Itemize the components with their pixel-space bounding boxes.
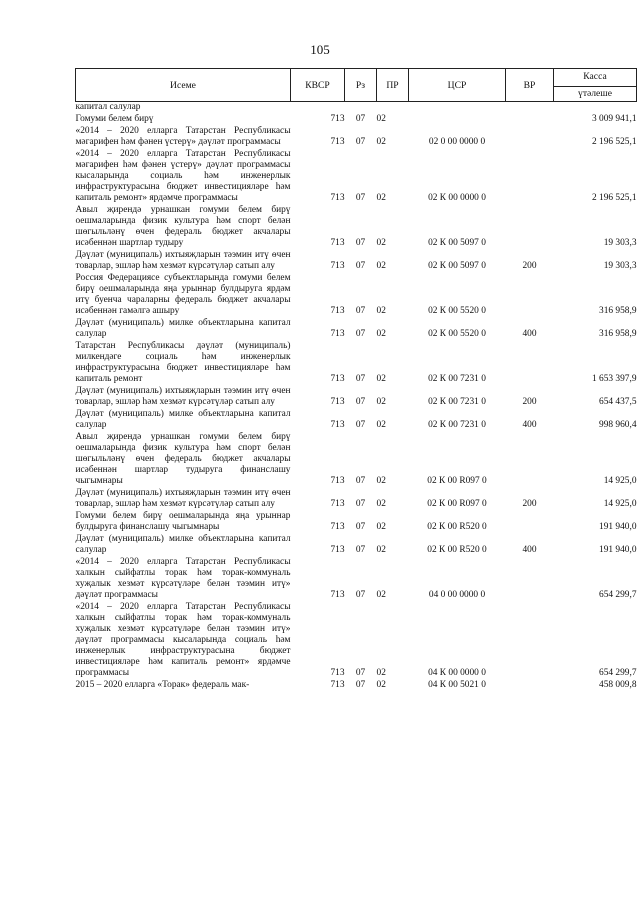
cell-csr: 02 К 00 R097 0 — [427, 476, 487, 486]
cell-amount: 654 437,5 — [599, 397, 637, 407]
cell-kvsr: 713 — [330, 137, 345, 147]
cell-kvsr: 713 — [330, 522, 345, 532]
cell-name: капитал салулар — [75, 102, 141, 112]
cell-rz: 07 — [355, 397, 366, 407]
header-pr: ПР — [377, 69, 409, 102]
cell-amount: 14 925,0 — [603, 476, 637, 486]
cell-pr: 02 — [376, 420, 386, 430]
cell-amount: 316 958,9 — [599, 306, 637, 316]
cell-kvsr: 713 — [330, 261, 345, 271]
cell-kvsr — [291, 102, 345, 115]
cell-rz: 07 — [355, 545, 366, 555]
cell-amount: 14 925,0 — [603, 499, 637, 509]
cell-vr — [506, 432, 554, 488]
cell-rz: 07 — [355, 522, 366, 532]
cell-pr: 02 — [376, 261, 386, 271]
cell-name: Дәүләт (муниципаль) ихтыяҗларын тәэмин итү өчен товарлар, эшләр һәм хезмәт күрсәтүләр сатып алу — [75, 488, 291, 509]
cell-kvsr: 713 — [330, 329, 345, 339]
header-name: Исеме — [76, 69, 291, 102]
cell-pr: 02 — [376, 476, 386, 486]
cell-rz: 07 — [355, 668, 366, 678]
cell-rz: 07 — [355, 193, 366, 203]
cell-kvsr: 713 — [330, 590, 345, 600]
cell-vr: 400 — [522, 420, 537, 430]
table-row — [76, 102, 637, 115]
cell-kvsr: 713 — [330, 668, 345, 678]
cell-csr: 02 К 00 7231 0 — [428, 420, 486, 430]
cell-vr: 400 — [522, 329, 537, 339]
cell-pr: 02 — [376, 397, 386, 407]
table-row — [76, 273, 637, 318]
cell-rz — [345, 102, 377, 115]
cell-pr: 02 — [376, 590, 386, 600]
header-csr: ЦСР — [409, 69, 506, 102]
cell-amount: 654 299,7 — [599, 668, 637, 678]
cell-rz: 07 — [355, 590, 366, 600]
cell-kvsr: 713 — [330, 476, 345, 486]
budget-table — [75, 68, 637, 692]
cell-kvsr: 713 — [330, 238, 345, 248]
header-vr: ВР — [506, 69, 554, 102]
cell-amount: 19 303,3 — [603, 261, 637, 271]
cell-csr: 02 0 00 0000 0 — [428, 137, 486, 147]
cell-vr: 400 — [522, 545, 537, 555]
table-row — [76, 432, 637, 488]
cell-name: Авыл җирендә урнашкан гомуми белем бирү оешмаларында физик культура һәм спорт белән шөгыльләнү өчен федераль бюджет акчалары исәбеннән шартлар тудыруга финанслашу чыгымнары — [75, 432, 291, 486]
cell-name: Россия Федерациясе субъектларында гомуми белем бирү оешмаларында яңа урыннар булдыруга ярдәм итү буенча чараларны федераль бюджет акчалары исәбеннән гамәлгә ашыру — [75, 273, 291, 316]
cell-csr: 04 0 00 0000 0 — [428, 590, 486, 600]
cell-vr — [506, 273, 554, 318]
cell-pr: 02 — [376, 114, 386, 124]
cell-csr: 02 К 00 0000 0 — [428, 193, 486, 203]
cell-vr — [506, 680, 554, 692]
cell-amount: 458 009,8 — [599, 680, 637, 690]
cell-kvsr: 713 — [330, 397, 345, 407]
header-rz: Рз — [345, 69, 377, 102]
cell-pr: 02 — [376, 329, 386, 339]
cell-vr — [506, 511, 554, 534]
cell-csr: 02 К 00 R520 0 — [427, 522, 487, 532]
cell-amount: 654 299,7 — [599, 590, 637, 600]
table-row — [76, 557, 637, 602]
cell-vr — [506, 205, 554, 250]
cell-kvsr: 713 — [330, 114, 345, 124]
cell-amount: 191 940,0 — [599, 545, 637, 555]
table-row — [76, 511, 637, 534]
cell-rz: 07 — [355, 374, 366, 384]
cell-rz: 07 — [355, 137, 366, 147]
cell-name: Дәүләт (муниципаль) милке объектларына капитал салулар — [75, 409, 291, 430]
cell-name: «2014 – 2020 елларга Татарстан Республикасы мәгарифен һәм фәнен үстерү» дәүләт программасы — [75, 126, 291, 147]
table-row — [76, 602, 637, 680]
cell-pr: 02 — [376, 680, 386, 690]
table-row — [76, 126, 637, 149]
header-kvsr: КВСР — [291, 69, 345, 102]
table-row — [76, 488, 637, 511]
cell-rz: 07 — [355, 114, 366, 124]
header-amount-top: Касса — [583, 70, 607, 82]
header-amount-bottom: үтәлеше — [554, 86, 636, 100]
cell-vr: 200 — [522, 499, 537, 509]
cell-kvsr: 713 — [330, 545, 345, 555]
cell-amount: 998 960,4 — [599, 420, 637, 430]
cell-vr — [506, 102, 554, 115]
cell-pr: 02 — [376, 545, 386, 555]
cell-csr — [409, 102, 506, 115]
table-row — [76, 409, 637, 432]
cell-vr: 200 — [522, 397, 537, 407]
cell-amount: 2 196 525,1 — [591, 193, 637, 203]
cell-kvsr: 713 — [330, 374, 345, 384]
cell-pr: 02 — [376, 137, 386, 147]
cell-csr: 02 К 00 7231 0 — [428, 397, 486, 407]
cell-amount: 3 009 941,1 — [591, 114, 637, 124]
cell-vr — [506, 149, 554, 205]
cell-name: Авыл җирендә урнашкан гомуми белем бирү оешмаларында физик культура һәм спорт белән шөгыльләнү өчен федераль бюджет акчалары исәбеннән шартлар тудыру — [75, 205, 291, 248]
cell-pr: 02 — [376, 238, 386, 248]
cell-pr — [377, 102, 409, 115]
table-row — [76, 680, 637, 692]
table-row — [76, 318, 637, 341]
cell-csr: 02 К 00 5097 0 — [428, 261, 486, 271]
cell-csr — [409, 114, 506, 126]
cell-pr: 02 — [376, 374, 386, 384]
table-row — [76, 205, 637, 250]
cell-amount: 2 196 525,1 — [591, 137, 637, 147]
cell-vr — [506, 341, 554, 386]
table-row — [76, 250, 637, 273]
header-amount — [554, 69, 637, 102]
cell-rz: 07 — [355, 499, 366, 509]
cell-rz: 07 — [355, 306, 366, 316]
cell-name: «2014 – 2020 елларга Татарстан Республикасы халкын сыйфатлы торак һәм торак-коммуналь хуҗалык хезмәт күрсәтүләре белән тәэмин итү» дәүләт программасы — [75, 557, 291, 600]
cell-name: Дәүләт (муниципаль) милке объектларына капитал салулар — [75, 318, 291, 339]
cell-rz: 07 — [355, 680, 366, 690]
cell-pr: 02 — [376, 193, 386, 203]
page-number: 105 — [310, 42, 330, 57]
table-row — [76, 149, 637, 205]
cell-rz: 07 — [355, 420, 366, 430]
cell-pr: 02 — [376, 668, 386, 678]
cell-name: «2014 – 2020 елларга Татарстан Республикасы мәгарифен һәм фәнен үстерү» дәүләт программасы кысаларында социаль һәм инженерлык инфраструктурасына бюджет инвестицияләре һәм капиталь ремонт» ярдәмче программасы — [75, 149, 291, 203]
cell-csr: 04 К 00 0000 0 — [428, 668, 486, 678]
cell-vr: 200 — [522, 261, 537, 271]
cell-name: Дәүләт (муниципаль) милке объектларына капитал салулар — [75, 534, 291, 555]
cell-kvsr: 713 — [330, 420, 345, 430]
cell-name: Гомуми белем бирү оешмаларында яңа урыннар булдыруга финанслашу чыгымнары — [75, 511, 291, 532]
cell-rz: 07 — [355, 238, 366, 248]
cell-csr: 02 К 00 5520 0 — [428, 329, 486, 339]
cell-name: «2014 – 2020 елларга Татарстан Республикасы халкын сыйфатлы торак һәм торак-коммуналь хуҗалык хезмәт күрсәтүләре белән тәэмин итү» дәүләт программасы кысаларында социаль һәм инженерлык инфраструктурасына бюджет инвестицияләре һәм капиталь ремонт» ярдәмче программасы — [75, 602, 291, 678]
cell-name: Дәүләт (муниципаль) ихтыяҗларын тәэмин итү өчен товарлар, эшләр һәм хезмәт күрсәтүләр сатып алу — [75, 250, 291, 271]
cell-amount: 191 940,0 — [599, 522, 637, 532]
cell-csr: 02 К 00 7231 0 — [428, 374, 486, 384]
cell-name: Дәүләт (муниципаль) ихтыяҗларын тәэмин итү өчен товарлар, эшләр һәм хезмәт күрсәтүләр сатып алу — [75, 386, 291, 407]
cell-name: Гомуми белем бирү — [75, 114, 154, 124]
cell-amount: 1 653 397,9 — [591, 374, 637, 384]
cell-kvsr: 713 — [330, 306, 345, 316]
cell-rz: 07 — [355, 261, 366, 271]
cell-csr: 02 К 00 5097 0 — [428, 238, 486, 248]
cell-csr: 02 К 00 R520 0 — [427, 545, 487, 555]
cell-kvsr: 713 — [330, 680, 345, 690]
cell-pr: 02 — [376, 522, 386, 532]
table-row — [76, 534, 637, 557]
table-row — [76, 386, 637, 409]
cell-csr: 04 К 00 5021 0 — [428, 680, 486, 690]
cell-rz: 07 — [355, 476, 366, 486]
cell-pr: 02 — [376, 306, 386, 316]
cell-rz: 07 — [355, 329, 366, 339]
cell-amount: 316 958,9 — [599, 329, 637, 339]
table-row — [76, 341, 637, 386]
cell-csr: 02 К 00 5520 0 — [428, 306, 486, 316]
cell-amount — [554, 102, 637, 115]
table-header-row — [76, 69, 637, 102]
cell-vr — [506, 126, 554, 149]
cell-csr: 02 К 00 R097 0 — [427, 499, 487, 509]
cell-vr — [506, 557, 554, 602]
table-row — [76, 114, 637, 126]
cell-amount: 19 303,3 — [603, 238, 637, 248]
cell-vr — [506, 602, 554, 680]
cell-vr — [506, 114, 554, 126]
cell-name: Татарстан Республикасы дәүләт (муниципаль) милкендәге социаль һәм инженерлык инфраструктурасына бюджет инвестицияләре һәм капиталь ремонт — [75, 341, 291, 384]
cell-kvsr: 713 — [330, 193, 345, 203]
cell-name: 2015 – 2020 елларга «Торак» федераль мак- — [75, 680, 250, 690]
cell-kvsr: 713 — [330, 499, 345, 509]
cell-pr: 02 — [376, 499, 386, 509]
table-body — [76, 102, 637, 693]
